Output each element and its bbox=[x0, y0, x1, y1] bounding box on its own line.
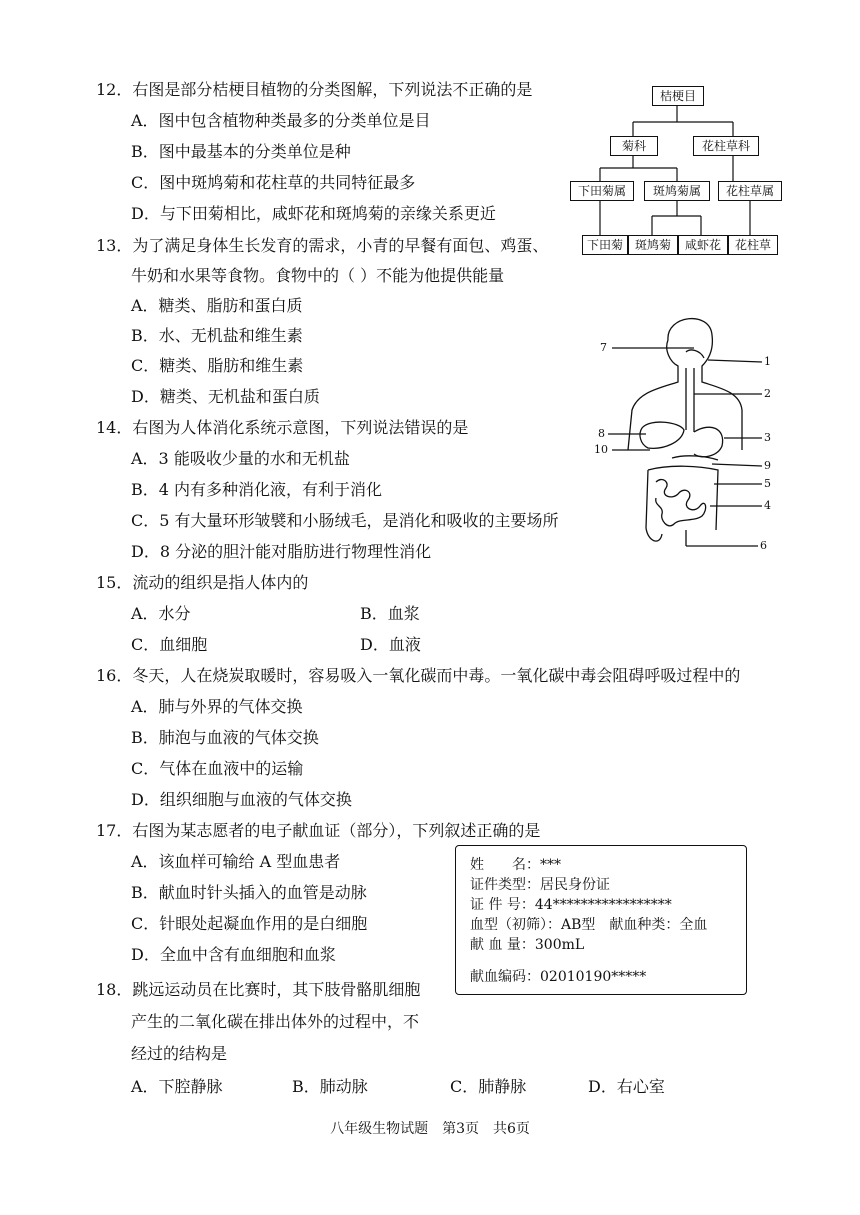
q14-option-d[interactable]: D．8 分泌的胆汁能对脂肪进行物理性消化 bbox=[131, 542, 432, 561]
digestive-system-diagram bbox=[590, 310, 780, 565]
digest-label-9: 9 bbox=[764, 459, 771, 472]
digest-label-1: 1 bbox=[764, 355, 771, 368]
q15-stem: 15．流动的组织是指人体内的 bbox=[96, 573, 309, 592]
digest-label-4: 4 bbox=[764, 499, 771, 512]
q12-option-d[interactable]: D．与下田菊相比，咸虾花和斑鸠菊的亲缘关系更近 bbox=[131, 204, 496, 223]
q15-option-d[interactable]: D．血液 bbox=[360, 635, 421, 654]
tree-node-family-stylidiaceae: 花柱草科 bbox=[693, 136, 759, 156]
digest-label-7: 7 bbox=[600, 341, 607, 354]
q17-stem: 17．右图为某志愿者的电子献血证（部分），下列叙述正确的是 bbox=[96, 821, 541, 840]
card-blood-type: 血型（初筛）：AB型 献血种类：全血 bbox=[470, 917, 708, 933]
card-id-number: 证 件 号：44***************** bbox=[470, 897, 672, 913]
tree-node-species-2: 斑鸠菊 bbox=[628, 235, 678, 255]
q16-option-b[interactable]: B．肺泡与血液的气体交换 bbox=[131, 728, 319, 747]
q12-stem: 12．右图是部分桔梗目植物的分类图解，下列说法不正确的是 bbox=[96, 80, 533, 99]
q15-option-b[interactable]: B．血浆 bbox=[360, 604, 420, 623]
q13-option-d[interactable]: D．糖类、无机盐和蛋白质 bbox=[131, 387, 320, 406]
q14-option-c[interactable]: C．5 有大量环形皱襞和小肠绒毛，是消化和吸收的主要场所 bbox=[131, 511, 559, 530]
q13-option-a[interactable]: A．糖类、脂肪和蛋白质 bbox=[131, 296, 303, 315]
q14-option-a[interactable]: A．3 能吸收少量的水和无机盐 bbox=[131, 449, 350, 468]
q17-option-b[interactable]: B．献血时针头插入的血管是动脉 bbox=[131, 883, 367, 902]
tree-node-genus-adenostemma: 下田菊属 bbox=[570, 181, 634, 201]
blood-donation-card bbox=[455, 845, 747, 995]
digestive-figure bbox=[590, 310, 780, 565]
q12-option-c[interactable]: C．图中斑鸠菊和花柱草的共同特征最多 bbox=[131, 173, 416, 192]
q18-option-d[interactable]: D．右心室 bbox=[588, 1077, 665, 1096]
digest-label-3: 3 bbox=[764, 431, 771, 444]
q15-option-a[interactable]: A．水分 bbox=[131, 604, 191, 623]
q18-stem: 18．跳远运动员在比赛时，其下肢骨骼肌细胞 bbox=[96, 980, 421, 999]
tree-node-species-4: 花柱草 bbox=[728, 235, 778, 255]
tree-node-genus-vernonia: 斑鸠菊属 bbox=[644, 181, 710, 201]
digest-label-8: 8 bbox=[598, 427, 605, 440]
tree-node-order: 桔梗目 bbox=[652, 86, 704, 106]
q13-stem-cont: 牛奶和水果等食物。食物中的（ ）不能为他提供能量 bbox=[131, 266, 505, 285]
q17-option-a[interactable]: A．该血样可输给 A 型血患者 bbox=[131, 852, 341, 871]
q14-stem: 14．右图为人体消化系统示意图，下列说法错误的是 bbox=[96, 418, 469, 437]
q13-stem: 13．为了满足身体生长发育的需求，小青的早餐有面包、鸡蛋、 bbox=[96, 236, 549, 255]
q18-stem-cont-2: 经过的结构是 bbox=[131, 1044, 228, 1063]
q16-option-c[interactable]: C．气体在血液中的运输 bbox=[131, 759, 304, 778]
tree-node-species-1: 下田菊 bbox=[582, 235, 628, 255]
tree-node-genus-stylidium: 花柱草属 bbox=[718, 181, 782, 201]
card-name: 姓 名：*** bbox=[470, 857, 561, 873]
digest-label-10: 10 bbox=[594, 443, 608, 456]
q12-option-a[interactable]: A．图中包含植物种类最多的分类单位是目 bbox=[131, 111, 431, 130]
digest-label-5: 5 bbox=[764, 477, 771, 490]
q18-option-b[interactable]: B．肺动脉 bbox=[292, 1077, 368, 1096]
q12-option-b[interactable]: B．图中最基本的分类单位是种 bbox=[131, 142, 351, 161]
q14-option-b[interactable]: B．4 内有多种消化液，有利于消化 bbox=[131, 480, 383, 499]
tree-node-species-3: 咸虾花 bbox=[678, 235, 728, 255]
q18-stem-cont-1: 产生的二氧化碳在排出体外的过程中，不 bbox=[131, 1012, 420, 1031]
digest-label-6: 6 bbox=[760, 539, 767, 552]
q16-option-a[interactable]: A．肺与外界的气体交换 bbox=[131, 697, 303, 716]
q17-option-d[interactable]: D．全血中含有血细胞和血浆 bbox=[131, 945, 336, 964]
classification-diagram bbox=[577, 80, 780, 265]
digest-label-2: 2 bbox=[764, 387, 771, 400]
tree-node-family-compositae: 菊科 bbox=[610, 136, 658, 156]
q18-option-a[interactable]: A．下腔静脉 bbox=[131, 1077, 223, 1096]
card-code: 献血编码：02010190***** bbox=[470, 969, 647, 985]
card-amount: 献 血 量：300mL bbox=[470, 937, 585, 953]
q16-option-d[interactable]: D．组织细胞与血液的气体交换 bbox=[131, 790, 352, 809]
q13-option-b[interactable]: B．水、无机盐和维生素 bbox=[131, 326, 303, 345]
page-footer: 八年级生物试题 第3页 共6页 bbox=[330, 1121, 530, 1137]
q15-option-c[interactable]: C．血细胞 bbox=[131, 635, 208, 654]
q17-option-c[interactable]: C．针眼处起凝血作用的是白细胞 bbox=[131, 914, 368, 933]
q13-option-c[interactable]: C．糖类、脂肪和维生素 bbox=[131, 356, 304, 375]
card-id-type: 证件类型：居民身份证 bbox=[470, 877, 610, 893]
q18-option-c[interactable]: C．肺静脉 bbox=[450, 1077, 527, 1096]
q16-stem: 16．冬天，人在烧炭取暖时，容易吸入一氧化碳而中毒。一氧化碳中毒会阻碍呼吸过程中的 bbox=[96, 666, 741, 685]
